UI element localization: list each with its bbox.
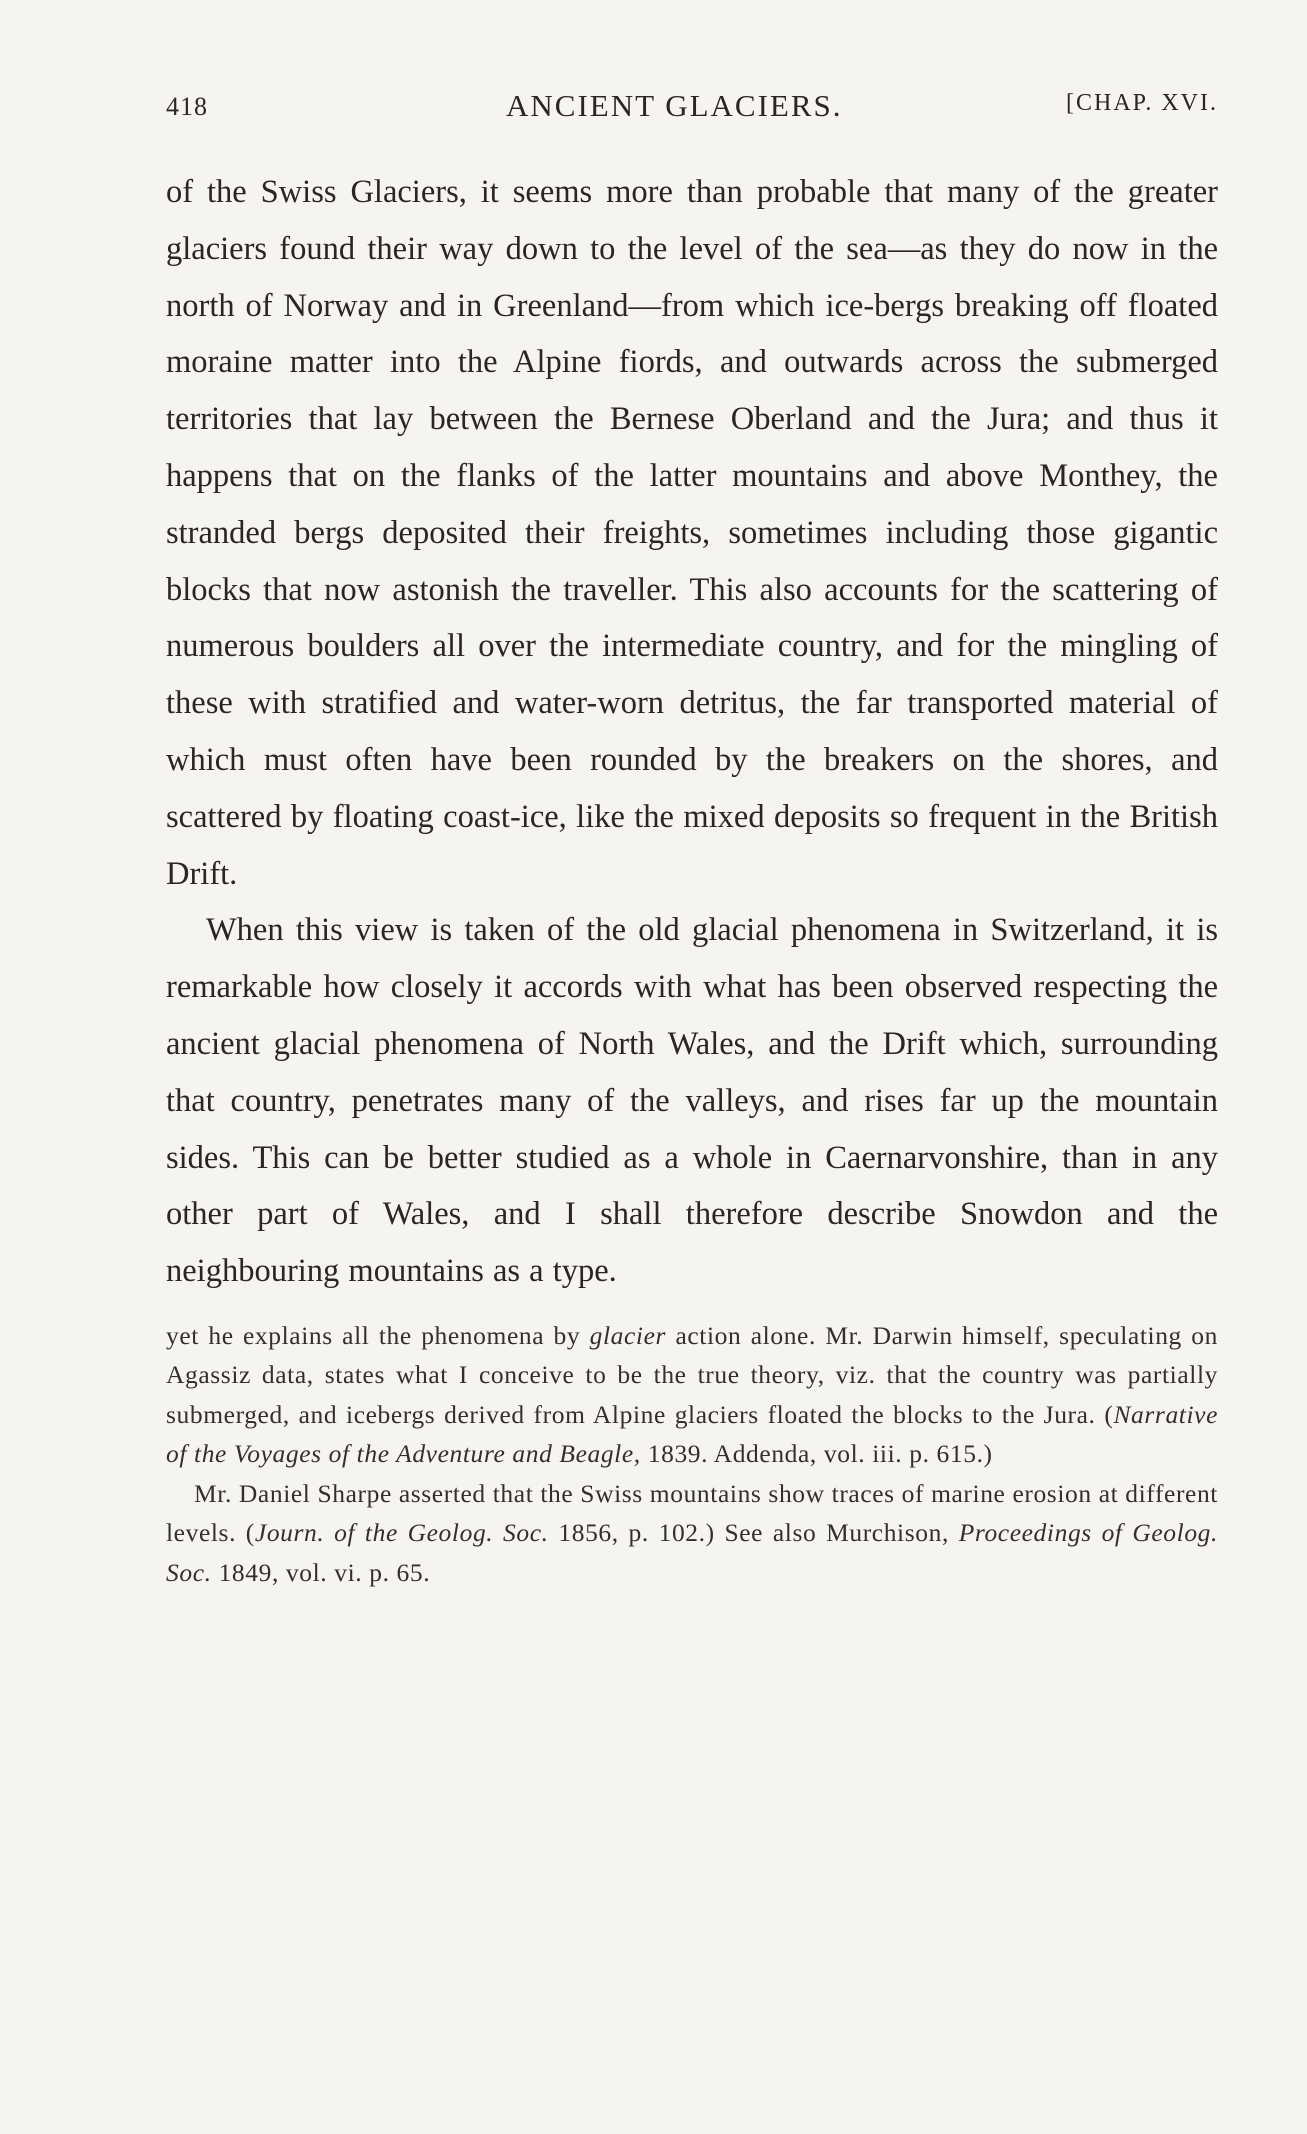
footnote-text: 1839. Addenda, vol. iii. p. 615.) xyxy=(640,1439,993,1469)
footnote xyxy=(166,1316,1218,1593)
body-text xyxy=(166,164,1218,1300)
footnote-text: 1856, p. 102.) See also Murchison, xyxy=(548,1518,959,1548)
footnote-text: Mr. Daniel Sharpe asserted that the Swiss mountains show traces of marine erosion at different levels. ( xyxy=(166,1478,1218,1548)
footnote-text: action alone. Mr. Darwin himself, speculating on Agassiz data, states what I conceive to be the true theory, viz. that the country was partially submerged, and icebergs derived from Alpine glaciers floated the blocks to the Jura. ( xyxy=(166,1320,1218,1429)
footnote-text: 1849, vol. vi. p. 65. xyxy=(211,1557,431,1587)
footnote-emphasis: glacier xyxy=(589,1320,667,1350)
running-head xyxy=(166,88,1218,134)
chapter-reference: [CHAP. XVI. xyxy=(1065,90,1218,116)
footnote-citation: Journ. of the Geolog. Soc. xyxy=(254,1518,549,1548)
footnote-citation: Narrative of the Voyages of the Adventure and Beagle, xyxy=(166,1399,1218,1469)
paragraph-2: When this view is taken of the old glacial phenomena in Switzerland, it is remarkable how closely it accords with what has been observed respecting the ancient glacial phenomena of North Wales, and the Drift which, surrounding that country, penetrates many of the valleys, and rises far up the mountain sides. This can be better studied as a whole in Caernarvonshire, than in any other part of Wales, and I shall therefore describe Snowdon and the neighbouring mountains as a type. xyxy=(166,912,1218,1290)
footnote-paragraph-1 xyxy=(166,1316,1218,1474)
book-page xyxy=(166,88,1218,1592)
footnote-citation: Proceedings of Geolog. Soc. xyxy=(166,1518,1219,1587)
running-title: ANCIENT GLACIERS. xyxy=(506,88,843,123)
page-number: 418 xyxy=(166,92,208,121)
paragraph-1: of the Swiss Glaciers, it seems more than probable that many of the greater glaciers found their way down to the level of the sea—as they do now in the north of Norway and in Greenland—from which ice-bergs breaking off floated moraine matter into the Alpine fiords, and outwards across the submerged territories that lay between the Bernese Oberland and the Jura; and thus it happens that on the flanks of the latter mountains and above Monthey, the stranded bergs deposited their freights, sometimes including those gigantic blocks that now astonish the traveller. This also accounts for the scattering of numerous boulders all over the intermediate country, and for the mingling of these with stratified and water-worn detritus, the far transported material of which must often have been rounded by the breakers on the shores, and scattered by floating coast-ice, like the mixed deposits so frequent in the British Drift. xyxy=(166,174,1218,892)
footnote-paragraph-2 xyxy=(166,1474,1218,1593)
footnote-text: yet he explains all the phenomena by xyxy=(166,1320,590,1350)
